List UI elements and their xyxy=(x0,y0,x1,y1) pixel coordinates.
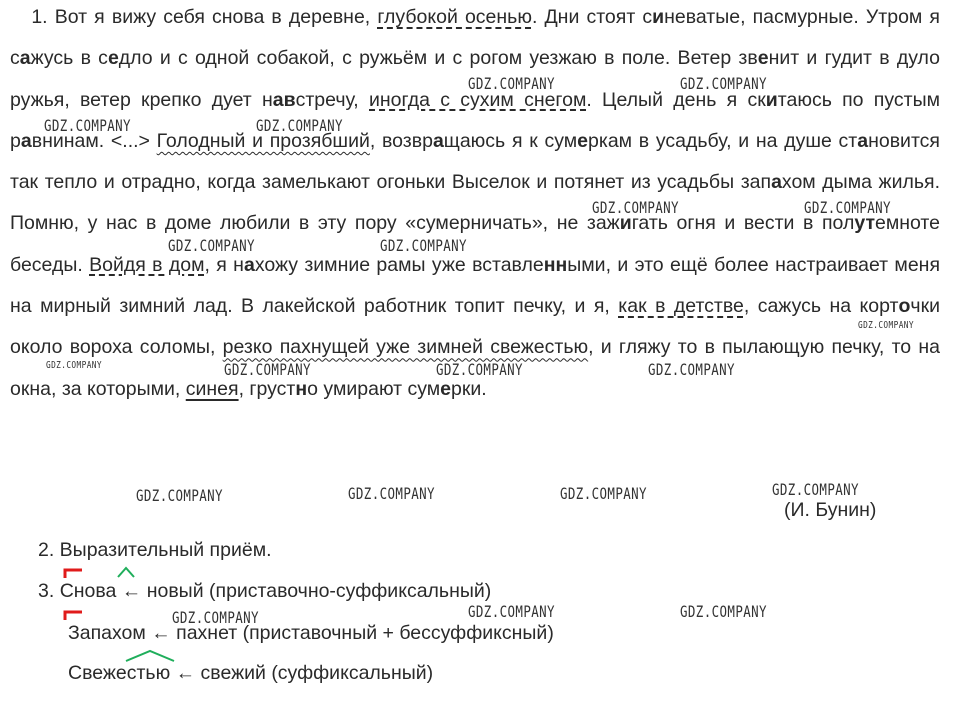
bold-letter: н xyxy=(295,377,308,400)
derivation-text: ← новый (приставочно-суффиксальный) xyxy=(116,580,492,602)
suffix-caret-icon xyxy=(116,564,136,580)
watermark: GDZ.COMPANY xyxy=(648,360,735,379)
bold-letter: а xyxy=(243,253,255,276)
bold-letter: ав xyxy=(272,88,296,111)
bold-letter: а xyxy=(20,129,32,152)
watermark: GDZ.COMPANY xyxy=(256,116,343,135)
prefix-mark-icon xyxy=(60,566,90,582)
watermark: GDZ.COMPANY xyxy=(858,320,914,331)
exercise-text xyxy=(10,0,940,410)
watermark: GDZ.COMPANY xyxy=(592,198,679,217)
underlined-phrase-entering: Войдя в дом xyxy=(89,253,205,276)
item-number: 3. xyxy=(38,580,60,602)
text-run: дло и с одной собакой, с ружьём и с рогом уезжаю в поле. Ветер зв xyxy=(118,47,758,70)
watermark: GDZ.COMPANY xyxy=(772,480,859,499)
text-run: жусь в с xyxy=(30,47,108,70)
answer-3-line-3 xyxy=(68,662,433,685)
bold-letter: а xyxy=(19,47,31,70)
text-run: новится так тепло и отрадно, когда замелькают огоньки Выселок и потянет из усадьбы зап xyxy=(10,129,940,194)
text-run: о умирают сум xyxy=(307,377,441,400)
text-run: гать огня и вести в пол xyxy=(631,212,855,235)
bold-letter: нн xyxy=(543,253,568,276)
bold-letter: о xyxy=(898,295,911,318)
text-run: щаюсь я к сум xyxy=(443,129,578,152)
watermark: GDZ.COMPANY xyxy=(46,360,102,371)
text-run: . Целый день я ск xyxy=(586,88,766,111)
bold-letter: а xyxy=(857,129,869,152)
text-run: ыми, и это ещё более настраивает меня на мирный зимний лад. В лакейской работник топит печку, и я, xyxy=(10,253,940,318)
wavy-phrase-smelling: резко пахнущей уже зимней свежестью xyxy=(222,336,589,359)
watermark: GDZ.COMPANY xyxy=(804,198,891,217)
text-run: , я н xyxy=(204,253,244,276)
bold-letter: е xyxy=(107,47,119,70)
text-run: , груст xyxy=(238,377,296,400)
text-run: неватые, пасмурные. Утром я с xyxy=(10,6,940,70)
text-run: , сажусь на корт xyxy=(743,295,899,318)
bold-letter: е xyxy=(440,377,452,400)
bold-letter: и xyxy=(765,88,778,111)
bold-letter: ут xyxy=(854,212,875,235)
bold-letter: а xyxy=(432,129,444,152)
watermark: GDZ.COMPANY xyxy=(168,236,255,255)
text-run: стречу, xyxy=(295,88,369,111)
text-run: таюсь по пустым р xyxy=(10,88,940,152)
bold-letter: е xyxy=(577,129,589,152)
word-snova: Снова xyxy=(59,580,117,602)
underlined-phrase-deep-autumn: глубокой осенью xyxy=(377,6,532,28)
watermark: GDZ.COMPANY xyxy=(380,236,467,255)
text-run: внинам. <...> xyxy=(31,129,157,152)
word-zapakhom: Запахом xyxy=(68,622,146,644)
bold-letter: а xyxy=(771,171,782,194)
watermark: GDZ.COMPANY xyxy=(680,602,767,621)
prefix-mark-icon xyxy=(60,608,90,624)
text-run: емноте беседы. xyxy=(10,212,940,276)
watermark: GDZ.COMPANY xyxy=(224,360,311,379)
text-run: ркам в усадьбу, и на душе ст xyxy=(588,129,858,152)
bold-letter: е xyxy=(757,47,769,70)
watermark: GDZ.COMPANY xyxy=(468,602,555,621)
watermark: GDZ.COMPANY xyxy=(172,608,259,627)
derivation-text: ← свежий (суффиксальный) xyxy=(170,662,434,684)
text-run: хожу зимние рамы уже вставле xyxy=(254,253,544,276)
wavy-phrase-hungry: Голодный и прозябший xyxy=(156,129,370,152)
bold-letter: и xyxy=(652,6,665,28)
item-number: 1. xyxy=(31,6,55,28)
watermark: GDZ.COMPANY xyxy=(468,74,555,93)
author-attribution: (И. Бунин) xyxy=(784,499,877,521)
underlined-phrase-childhood: как в детстве xyxy=(618,295,744,318)
watermark: GDZ.COMPANY xyxy=(136,486,223,505)
underlined-phrase-snow: иногда с сухим снегом xyxy=(369,88,587,111)
watermark: GDZ.COMPANY xyxy=(560,484,647,503)
text-run: . Дни стоят с xyxy=(531,6,653,28)
answer-3-line-1 xyxy=(38,580,491,603)
text-run: нит и гудит в дуло ружья, ветер крепко дует н xyxy=(10,47,940,111)
word-svezhestyu: Свежестью xyxy=(68,662,171,684)
text-run: рки. xyxy=(451,377,487,400)
text-run: чки около вороха соломы, xyxy=(10,295,940,359)
text-run: , возвр xyxy=(369,129,433,152)
derivation-text: ← пахнет (приставочный + бессуффиксный) xyxy=(145,622,554,644)
underlined-word-blueing: синея xyxy=(185,377,239,400)
watermark: GDZ.COMPANY xyxy=(436,360,523,379)
answer-3-line-2 xyxy=(68,622,554,645)
bold-letter: и xyxy=(619,212,632,235)
answer-2: 2. Выразительный приём. xyxy=(38,539,272,561)
text-run: , и гляжу то в пылающую печку, то на окна, за которыми, xyxy=(10,336,940,400)
suffix-arc-icon xyxy=(124,647,176,663)
watermark: GDZ.COMPANY xyxy=(44,116,131,135)
text-run: хом дыма жилья. Помню, у нас в доме любили в эту пору «сумерничать», не заж xyxy=(10,171,941,235)
watermark: GDZ.COMPANY xyxy=(680,74,767,93)
watermark: GDZ.COMPANY xyxy=(348,484,435,503)
text-run: Вот я вижу себя снова в деревне, xyxy=(54,6,378,28)
